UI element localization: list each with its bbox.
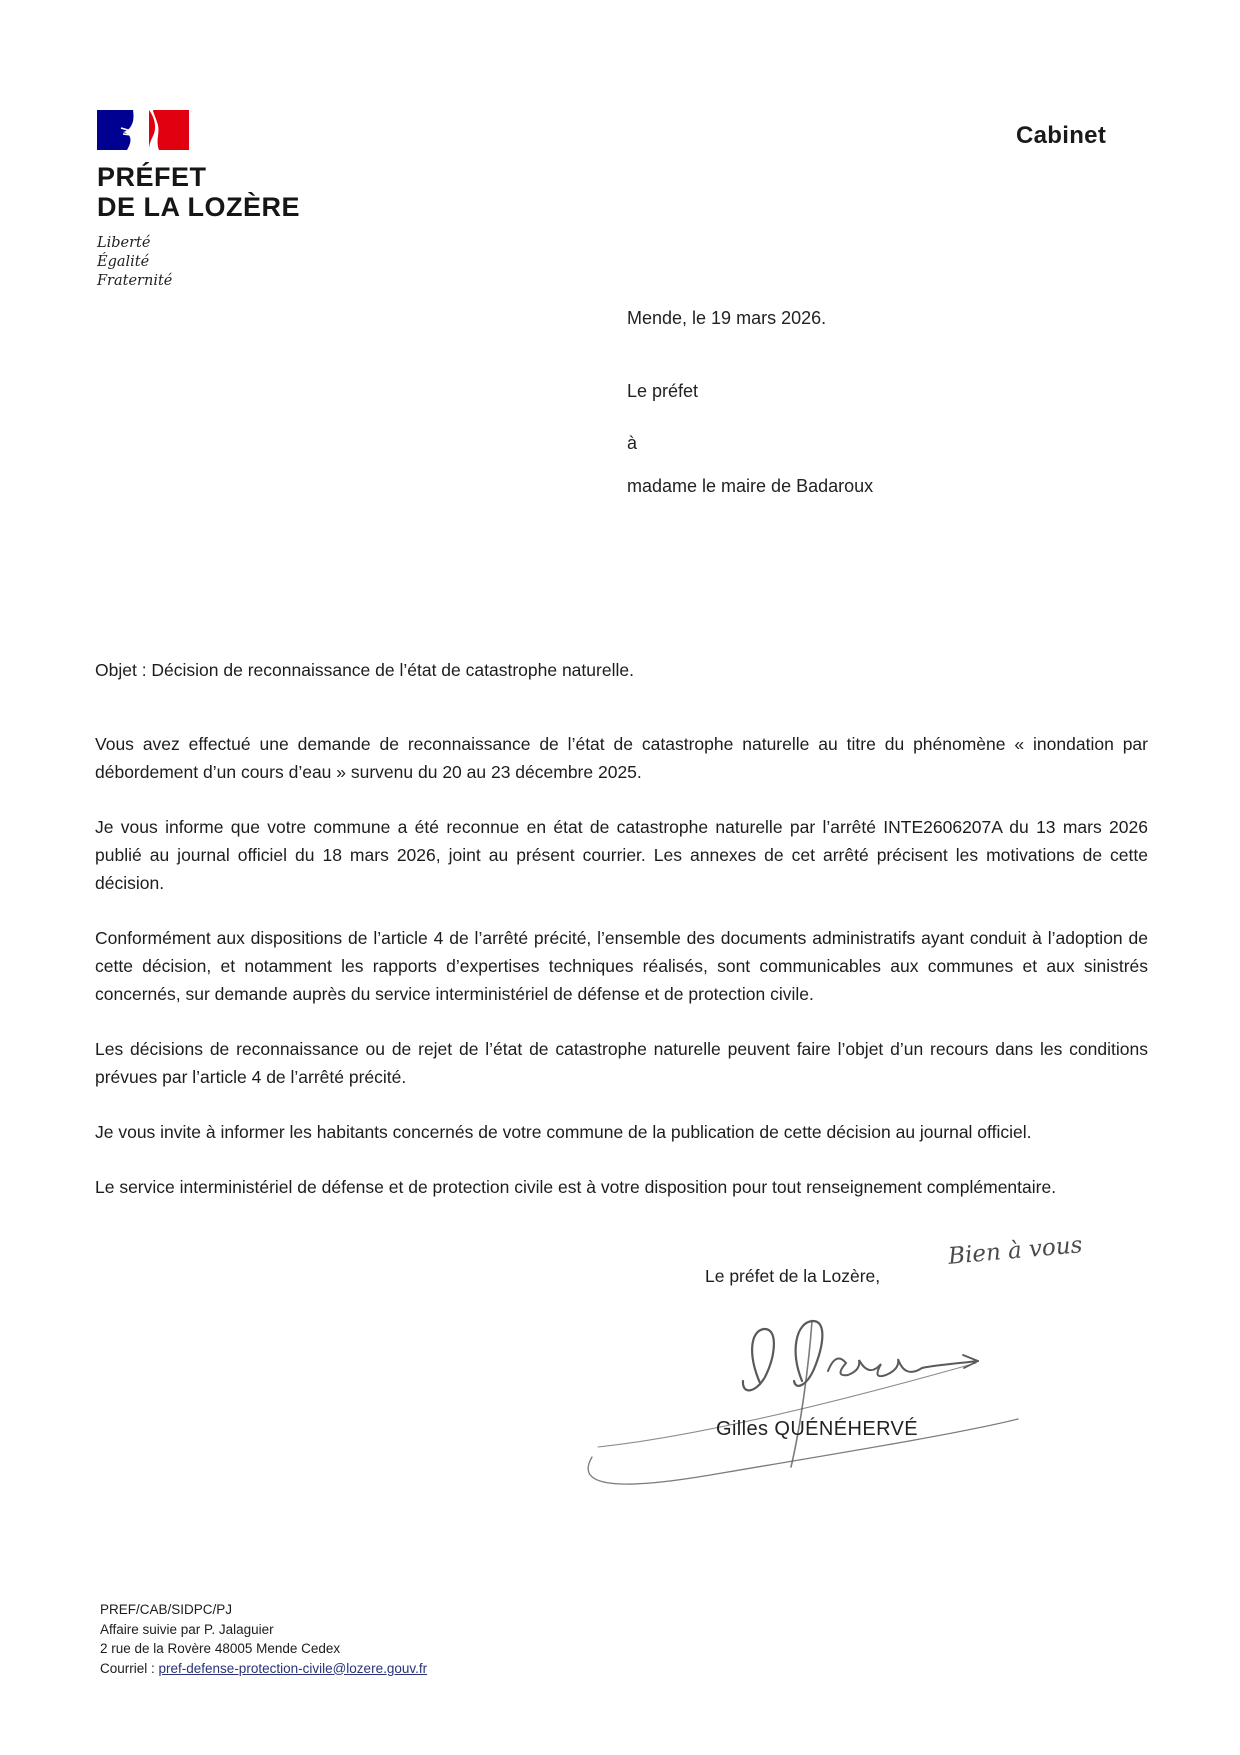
body-paragraph-1: Vous avez effectué une demande de reconnaissance de l’état de catastrophe naturelle au titre du phénomène « inondation par débordement d’un cours d’eau » survenu du 20 au 23 décembre 2025. [95,734,1148,782]
body-paragraph-2: Je vous informe que votre commune a été reconnue en état de catastrophe naturelle par l’arrêté INTE2606207A du 13 mars 2026 publié au journal officiel du 18 mars 2026, joint au présent courrier. Les annexes de cet arrêté précisent les motivations de cette décision. [95,817,1148,893]
footer-handled-by: Affaire suivie par P. Jalaguier [100,1621,274,1637]
signoff-title: Le préfet de la Lozère, [705,1266,881,1286]
letter-footer [100,1600,427,1678]
motto-liberte: Liberté [97,235,151,251]
prefecture-name-line2: DE LA LOZÈRE [97,192,301,222]
recipient-line: madame le maire de Badaroux [627,476,874,496]
handwritten-note: Bien à vous [947,1232,1084,1270]
sender-line: Le préfet [627,381,699,401]
footer-email-label: Courriel : [100,1660,159,1676]
date-line: Mende, le 19 mars 2026. [627,308,827,328]
republic-motto [97,234,300,291]
footer-reference: PREF/CAB/SIDPC/PJ [100,1602,233,1617]
recipient-intro: à [627,433,638,453]
motto-fraternite: Fraternité [97,273,173,289]
signature-strokes [570,1285,1050,1505]
motto-egalite: Égalité [97,254,150,270]
french-flag-marianne-icon [97,110,191,152]
prefecture-logo [97,110,300,291]
email-link[interactable]: pref-defense-protection-civile@lozere.gouv.fr [158,1660,428,1676]
body-paragraph-6: Le service interministériel de défense et de protection civile est à votre disposition pour tout renseignement complémentaire. [95,1177,1057,1197]
prefecture-name-line1: PRÉFET [97,162,207,192]
footer-address: 2 rue de la Rovère 48005 Mende Cedex [100,1641,341,1656]
body-paragraph-4: Les décisions de reconnaissance ou de rejet de l’état de catastrophe naturelle peuvent faire l’objet d’un recours dans les conditions prévues par l’article 4 de l’arrêté précité. [95,1039,1148,1087]
letter-body [95,660,1148,1228]
body-paragraph-5: Je vous invite à informer les habitants concernés de votre commune de la publication de cette décision au journal officiel. [95,1122,1032,1142]
service-name: Cabinet [1016,122,1107,149]
subject-line: Objet : Décision de reconnaissance de l’état de catastrophe naturelle. [95,660,634,680]
body-paragraph-3: Conformément aux dispositions de l’article 4 de l’arrêté précité, l’ensemble des documents administratifs ayant conduit à l’adoption de cette décision, et notamment les rapports d’expertises techniques réalisés, sont communicables aux communes et aux sinistrés concernés, sur demande auprès du service interministériel de défense et de protection civile. [95,928,1148,1004]
signatory-name: Gilles QUÉNÉHERVÉ [716,1418,919,1440]
